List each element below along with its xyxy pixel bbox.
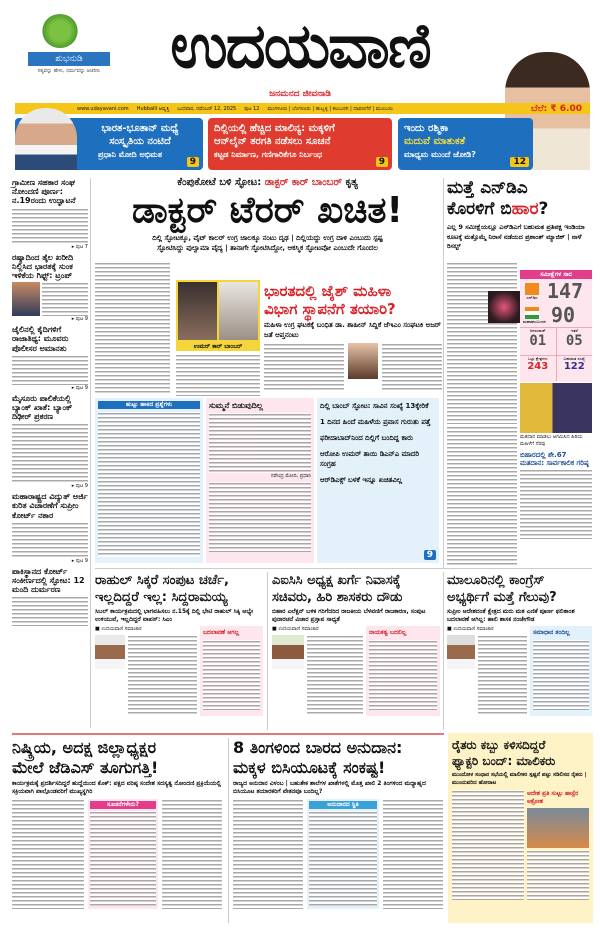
story-body [12,423,88,483]
exit-poll-box [520,270,592,382]
bihar-deck: ಎಲ್ಲ 9 ಸಮೀಕ್ಷೆಯಲ್ಲೂ ಎನ್‌ಡಿಎಗೆ ಬಹುಮತ ಪ್ರತಿಪಕ್ಷ ಇಂಡಿಯಾ ಕೂಟಕ್ಕೆ ಮತ್ತೊಮ್ಮೆ ನಿರಾಸೆ ನಡೆಯದ ಪ್ರಶಾಂತ್ ಮ್ಯಾಜಿಕ್ | ನಾಳೆ ರಿಸಲ್ಟ್ [447,223,585,250]
kicker-text: ಕೆಂಪುಕೋಟೆ ಬಳಿ ಸ್ಫೋಟ: [177,177,265,188]
lead-story-header [95,176,440,253]
poll-value: 147 [547,279,584,303]
story-headline[interactable] [95,572,263,606]
poll-row-totals [520,355,592,381]
modi-quote-box [206,398,314,563]
bihar-side-column [520,383,592,539]
poll-label: ಜನಸುರಾಜ್ [529,328,546,333]
jaish-deck: ಮಹಿಳಾ ಉಗ್ರ ಘಟಕಕ್ಕೆ ಬಂಧಿತ ಡಾ. ಶಾಹೀನ್ ಸಿದ್ದಿಕೆ ಜೆಇಎಂ ಸಂಘಟಕಿ ಅಜರ್ ಜತೆ ಆಪ್ತನಂಟು [264,321,441,339]
teaser-line: ಭಾರತ-ಭೂತಾನ್ ಮಧ್ಯೆ [101,123,179,134]
deck-line: ಸ್ಫೋಟಿಸಿದ್ದು ಪುಲ್ವಾಮಾ ವೈದ್ಯ | ತಾನಾಗೇ ಸ್ಫೋಟಿಸಿದ್ದೋ, ಆಕಸ್ಮಿಕ ಸ್ಫೋಟವೋ ಎಂಬುದೇ ಗೊಂದಲ [157,244,378,252]
page-ref: 9 [187,157,199,167]
jds-story [12,738,222,909]
box-item: ಆರೋಪಿ ಉಮರ್ ತಾಯಿ ಡಿಎನ್‌ಎ ಮಾದರಿ ಸಂಗ್ರಹ [320,450,420,468]
headline-line: ಸಚಿವರು, ಹಿರಿ ಶಾಸಕರು ದೌಡು [272,590,403,605]
box-title: ಸೂಚನೆಗಳೇನು? [90,801,156,809]
story-headline[interactable] [233,738,443,778]
column-divider [228,738,229,923]
story-headline[interactable] [12,738,222,778]
box-body [90,811,156,906]
poll-label: ಇತರೆ [570,328,578,333]
headline-line: ವಿಭಾಗ ಸ್ಥಾಪನೆಗೆ ತಯಾರಿ? [264,300,396,318]
shubhanudi-label: ಶುಭನುಡಿ [28,52,110,66]
poll-value: 05 [565,333,583,349]
bjp-symbol-icon [525,283,539,295]
poll-value: 90 [551,303,576,327]
teaser-delhi-pollution[interactable] [208,118,392,170]
headline-line: ಫ್ಯಾಕ್ಟರಿ ಬಂದ್: ಮಾಲಿಕರು [452,754,556,768]
delhi-blast-box [317,398,439,563]
story-deck: ಮುಂದೋಳ ಸಂಧಾನ ಸಭೆಯಲ್ಲಿ ಮಾಲೀಕರ ಸ್ಪಷ್ಟನೆ ಪಟ್ಟು ಸಡಿಲಿಸದ ರೈತರು | ಮುಂದುವರಿದ ಹೋರಾಟ [452,772,587,786]
section-divider [12,733,444,735]
headline-line: ಮಕ್ಕಳ ಬಿಸಿಯೂಟಕ್ಕೆ ಸಂಕಷ್ಟ! [233,758,386,777]
headline-line: ನಿಷ್ಕ್ರಿಯ, ಅದಕ್ಷ ಜಿಲ್ಲಾಧ್ಯಕ್ಷರ [12,738,157,757]
nanjegowda-photo [447,635,475,669]
page-ref: 9 [376,157,388,167]
bihar-body [447,426,517,566]
shubhanudi-caption: ಸತ್ಯವನ್ನು ಹೇಳು, ಧರ್ಮವನ್ನು ಆಚರಿಸು [37,68,101,74]
siddaramaiah-photo [95,635,125,669]
lead-kicker [95,176,440,189]
quote-by: ನರೇಂದ್ರ ಮೋದಿ, ಪ್ರಧಾನಿ [271,473,311,480]
box-item: 1 ದಿನದ ಹಿಂದೆ ಮಹಿಳೆಯ ಪ್ರವಾಸ ಗುರುತು ಪತ್ತೆ [320,418,431,426]
poll-row-others [520,327,592,355]
box-title: ಅನುದಾನದ ಸ್ಥಿತಿ [309,801,377,809]
box-title: ಆದೇಶ ಪ್ರತಿ ಸುಟ್ಟು ಹಾಸ್ಟೆರ ಆಕ್ರೋಶ [527,790,579,805]
story-body [128,635,197,715]
shubhanudi-tree-logo [42,14,78,48]
lead-deck [95,233,440,253]
teaser-line: ಸಂಸ್ಕೃತಿಯ ನಂಟಿದೆ [109,136,171,147]
turnout-body [520,469,592,539]
byline: ■ ಉದಯವಾಣಿ ಸಮಾಚಾರ [272,626,319,632]
byline: ■ ಉದಯವಾಣಿ ಸಮಾಚಾರ [447,626,494,632]
left-story-headline[interactable]: ಗ್ರಾಮೀಣ ಸಹಕಾರ ಸಂಘ ನೋಂದಣಿ ಪೂರ್ಣ: ನ.19ರಂದು ಉದ್ಘಾಟನೆ [12,178,76,206]
story-headline[interactable] [447,572,592,606]
left-story-headline[interactable]: ರಷ್ಯಾದಿಂದ ತೈಲ ಖರೀದಿ ನಿಲ್ಲಿಸಿದ ಭಾರತಕ್ಕೆ ಸುಂಕ ಇಳಿಕೆಯ ಗಿಫ್ಟ್: ಟ್ರಂಪ್ [12,252,74,280]
story-headline[interactable] [452,737,589,769]
congress-symbol-icon [525,307,539,319]
voter-photo [520,383,592,433]
box-body [203,640,260,710]
story-body [12,522,88,558]
left-column [12,178,88,626]
siddaramaiah-story [95,572,263,716]
page-ref: ▸ ಪುಟ 9 [71,483,88,490]
box-item: ಆರ್‌ಡಿಎಕ್ಸ್ ಬಳಕೆ ಇನ್ನೂ ಖಚಿತವಿಲ್ಲ [320,476,403,484]
protest-photo [527,808,589,848]
price: ಬೆಲೆ: ₹ 6.00 [530,103,582,114]
quote-box [200,626,263,716]
poll-title: ಸಮೀಕ್ಷೆಗಳ ಸಾರ [520,270,592,279]
tagline: ಜನಮನದ ಜೀವನಾಡಿ [269,89,331,99]
edition: Hubballi ಆವೃತ್ತಿ [136,105,170,112]
column-divider [443,178,444,568]
jaish-story [264,282,442,391]
jaish-body [382,343,442,391]
jaish-body [264,343,344,391]
quote-box [530,626,592,716]
quote-body [209,413,311,473]
kicker-text: ಕೃತ್ಯ [341,177,358,188]
trump-photo [12,282,40,316]
shaheen-photo [348,343,378,379]
lead-photos [176,280,260,342]
midday-meal-story [233,738,443,909]
story-deck: ಸಿಬಲ್ ಕಾರ್ಯಕ್ರಮದಲ್ಲಿ ಭಾಗವಹಿಸಲು ನ.15ಕ್ಕೆ ದಿಲ್ಲಿ ಭೇಟಿ ರಾಹುಲ್ ಸಿಕ್ಕಿ ಅಭ್ಯೇ ಉಳಿಯುವೆ, ಇಲ್ಲದಿದ್ದರೆ ವಾಪಸ್: ಸಿಎಂ [95,608,254,623]
modi-photo [15,108,77,170]
byline: ■ ಉದಯವಾಣಿ ಸಮಾಚಾರ [95,626,142,632]
bihar-story-header [447,178,592,252]
story-body [12,208,88,244]
poll-row-nda [520,279,592,303]
story-body [12,355,88,385]
box-title: ಹುಟ್ಟು ಹಾಕಿದ ಪ್ರಶ್ನೆಗಳು [98,401,200,409]
lead-headline[interactable]: ಡಾಕ್ಟರ್ ಟೆರರ್ ಖಚಿತ! [132,190,403,231]
lead-body [95,262,170,395]
kharge-story [272,572,440,716]
newspaper-title: ಉದಯವಾಣಿ [170,9,430,82]
page-ref: ▸ ಪುಟ 9 [71,557,88,564]
story-deck: ರಾಜ್ಯದ ಅನುದಾನ ವಿಳಂಬ | ಬಹುತೇಕ ಶಾಲೆಗಳ ಖಾತೆಗಳಲ್ಲಿ ಮೊತ್ತ ಖಾಲಿ 2 ತಿಂಗಳಿಂದ ಮಧ್ಯಾಹ್ನದ ಬಿಸಿಯೂಟ ತಯಾರಕರಿಗೆ ವೇತನವೂ ಬಂದಿಲ್ಲ? [233,780,426,795]
story-deck: ಕಾರ್ಯಕ್ರಮಕ್ಕೆ ಪ್ರದರ್ಶಿಸದಿದ್ದರೆ ಹುದ್ದೆಯಿಂದ ಕೊಕ್: ಪಕ್ಷದ ವರಿಷ್ಠ ಸಂದೇಶ ಸದಸ್ಯತ್ವ ನೋಂದಣಿ ಪ್ರಕ್ರಿಯೆಯಲ್ಲಿ ಸಕ್ರಿಯವಾಗಿ ಪಾಲ್ಗೊಂಡವರಿಗೆ ಮುಖ್ಯಸ್ಥಗಿರಿ [12,780,222,795]
story-body [307,635,363,715]
page-ref: 12 [510,157,529,167]
box-title: ದಿಲ್ಲಿ ಬಾಂಬ್ ಸ್ಫೋಟ: ಸಾವಿನ ಸಂಖ್ಯೆ 13ಕ್ಕೇರಿಕೆ [320,402,429,410]
left-story-headline[interactable]: ಜೈಲಿನಲ್ಲಿ ಕೈದಿಗಳಿಗೆ ರಾಜಾತಿಥ್ಯ: ಮೂವರು ಪೊಲೀಸರ ಅಮಾನತು [12,325,69,353]
headline-part: ? [538,199,549,219]
column-divider [90,178,91,728]
page-ref: 9 [424,550,436,560]
headline-part: ಕೊರಳಿಗೆ ಬಿ [447,199,512,219]
teaser-sub: ಪ್ರಧಾನಿ ಮೋದಿ ಅಭಿಮತ [97,150,163,159]
box-title: ನಾಯಕತ್ವ ಬದಲಿಲ್ಲ [369,629,407,636]
teaser-line: ಆನ್‌ಲೈನ್ ತರಗತಿ ನಡೆಸಲು ಸೂಚನೆ [214,136,331,147]
section-divider [95,568,592,569]
teaser-line: ದಿಲ್ಲಿಯಲ್ಲಿ ಹೆಚ್ಚಿದ ಮಾಲಿನ್ಯ: ಮಕ್ಕಳಿಗೆ [214,123,335,134]
editions-list: ಮಂಗಳೂರು | ಬೆಂಗಳೂರು | ಹುಬ್ಬಳ್ಳಿ | ಕಲಬುರಗಿ | ದಾವಣಗೆರೆ | ಮುಂಬಯಿ [267,105,394,112]
website-link[interactable]: www.udayavani.com [77,105,129,112]
column-divider [443,572,444,730]
poll-label: ಒಟ್ಟು ಕ್ಷೇತ್ರಗಳು [527,356,548,361]
box-title: ಬದಲಾವಣೆ ಆಗಲ್ಲ [203,629,240,636]
date-bar [15,103,590,114]
box-body [209,482,311,552]
story-body [383,799,443,909]
headline-part: ಹಾರ [511,199,539,219]
page-ref: ▸ ಪುಟ 9 [71,316,88,323]
box-body [309,811,377,906]
story-body [42,282,88,316]
box-body [533,640,589,710]
teaser-sub: ಮಾಧ್ಯಮ ಮುಂದೆ ಜೋಡಿ? [404,150,476,159]
page-ref: ▸ ಪುಟ 7 [71,243,88,250]
teaser-sub: ಕಟ್ಟಡ ನಿರ್ಮಾಣ, ಗಣಿಗಾರಿಕೆಗೂ ನಿರ್ಬಂಧ [214,150,323,159]
poll-row-mgb [520,303,592,327]
story-body [162,799,222,909]
jaish-headline[interactable] [264,282,442,318]
poll-value: 122 [563,361,585,372]
page-count: ಪುಟ 12 [244,105,260,112]
poll-value: 01 [529,333,547,349]
headline-line: ಮಾಲೂರಿನಲ್ಲಿ ಕಾಂಗ್ರೆಸ್ [447,573,545,588]
headline-line: ರೈತರು ಕಬ್ಬು ಕಳಿಸದಿದ್ದರೆ [452,738,546,752]
box-item: ಫರೀದಾಬಾದ್‌ನಿಂದ ದಿಲ್ಲಿಗೆ ಬಂದಿದ್ದ ಕಾರು [320,434,414,442]
bomber-photo [178,282,217,340]
headline-line: ಮೇಲೆ ಜೆಡಿಎಸ್ ತೂಗುಗತ್ತಿ! [12,758,159,777]
story-headline[interactable] [272,572,440,606]
box-body [527,850,589,900]
headline-line: ಅಭ್ಯರ್ಥಿಗೆ ಮತ್ತೆ ಗೆಲುವು? [447,590,557,605]
story-body [12,799,84,909]
box-body [98,412,200,557]
story-deck: ಸುಪ್ರೀಂ ಆದೇಶದಂತೆ ಕ್ಷೇತ್ರದ ಮರು ಮತ ಎಣಿಕೆ ಪೂರ್ಣ ಫಲಿತಾಂಶ ಬದಲಾವಣೆ ಆಗಿಲ್ಲ: ಹಾಲಿ ಶಾಸಕ ನಂಜೇಗೌಡ [447,608,575,623]
story-body [452,790,524,900]
poll-value: 243 [527,361,549,372]
teaser-line: ಮದುವೆ ಮಾತುಕತೆ [404,136,466,147]
page-ref: ▸ ಪುಟ 9 [71,384,88,391]
date: ಬುಧವಾರ, ನವೆಂಬರ್ 12, 2025 [177,105,237,112]
left-story-headline[interactable]: ಮಹಾರಾಷ್ಟ್ರದ ವಿದ್ಯುತ್ ಅರ್ಜಿ ಕುರಿತ ವಿಚಾರಣೆಗೆ ಸುಪ್ರೀಂ ಕೋರ್ಟ್ ನಕಾರ [12,492,88,520]
teaser-rashmika[interactable] [398,118,533,170]
bihar-turnout-headline[interactable]: ಬಿಹಾರದಲ್ಲಿ ಶೇ.67 ಮತದಾನ: ಸಾರ್ವಕಾಲಿಕ ಗರಿಷ್ಠ [520,451,589,468]
voter-finger-photo [488,291,520,323]
story-body [233,799,303,909]
photo-caption: ಮತದಾನ ಮಾಡಲು ಆಗಮಿಸಿದ ಹಿರಿಯ ಮಹಿಳೆಗೆ ನೆರವು [520,434,583,447]
deck-line: ದಿಲ್ಲಿ ಸ್ಫೋಟಕ್ಕೂ, ವೈಟ್ ಕಾಲರ್ ಉಗ್ರ ಜಾಲಕ್ಕೂ ನಂಟು ದೃಢ | ದಿಲ್ಲಿಯದ್ದು ಉಗ್ರ ದಾಳಿ ಎಂಬುದು ಸ್ಪಷ್ಟ [152,234,383,242]
box-body [369,640,437,710]
left-story-headline[interactable]: ಪಾಕಿಸ್ಥಾನದ ಕೋರ್ಟ್ ಸಂಕೀರ್ಣದಲ್ಲಿ ಸ್ಫೋಟ: 12 ಮಂದಿ ದುರ್ಮರಣ [12,566,85,595]
poll-label: ಬಹುಮತ ಸಂಖ್ಯೆ [563,356,585,361]
headline-line: ರಾಹುಲ್ ಸಿಕ್ಕರೆ ಸಂಪುಟ ಚರ್ಚೆ, [95,573,229,588]
story-body [12,596,88,626]
sugarcane-story [448,733,593,923]
box-title: ಸಮಾಧಾನ ತಂದಿಲ್ಲ [533,629,570,636]
box-title: ಸುಮ್ಮನೆ ಬಿಡುವುದಿಲ್ಲ [209,401,263,410]
kharge-photo [272,635,304,669]
headline-line: ಭಾರತದಲ್ಲಿ ಜೈಶ್ ಮಹಿಳಾ [264,282,392,300]
left-story-headline[interactable]: ಮೈಸೂರು ಪಾಲಿಕೆಯಲ್ಲಿ ಬ್ಯಾಂಕ್ ಖಾತೆ: ಬ್ಯಾಂಕ್ ದಿಢೀರ್ ಪ್ರಕರಣ [12,393,73,422]
column-divider [267,572,268,730]
poll-label: ಮಹಾಘಟಬಂಧನ [523,318,546,324]
story-deck: ಬಿಹಾರ ಎಲೆಕ್ಷನ್ ಬಳಿಕ ಗರಿಗೆದರಿದ ರಾಜಕೀಯ ಬೆಳವಣಿಗೆ ರಾಜಕಾರಣ, ಸಂಪುಟ ಪುನಾರಚನೆ ವಿಚಾರ ಪ್ರಸ್ತಾಪ ಸಾಧ್ಯತೆ [272,608,426,623]
poll-label: ಎನ್‌ಡಿಎ [526,294,538,300]
teaser-line: ಇಂದು ರಶ್ಮಿಕಾ [404,123,449,134]
headline-line: ಇಲ್ಲದಿದ್ದರೆ ಇಲ್ಲ: ಸಿದ್ದರಾಮಯ್ಯ [95,590,228,605]
questions-box [95,398,203,563]
bihar-body [447,262,517,424]
headline-line: ಮತ್ತೆ ಎನ್‌ಡಿಎ [447,178,528,198]
photo-caption: ಉಮರ್ ಕಾರ್ ಬಾಂಬರ್ [176,342,260,351]
lead-body [176,354,260,396]
kicker-highlight: ಡಾಕ್ಟರ್ ಕಾರ್ ಬಾಂಬರ್ [264,177,342,188]
story-body [478,635,527,715]
bihar-headline[interactable] [447,178,592,220]
headline-line: ಎಐಸಿಸಿ ಅಧ್ಯಕ್ಷ ಖರ್ಗೆ ನಿವಾಸಕ್ಕೆ [272,573,401,588]
quote-box [366,626,440,716]
malur-story [447,572,592,716]
headline-line: 8 ತಿಂಗಳಿಂದ ಬಾರದ ಅನುದಾನ: [233,738,403,757]
car-photo [219,282,258,340]
